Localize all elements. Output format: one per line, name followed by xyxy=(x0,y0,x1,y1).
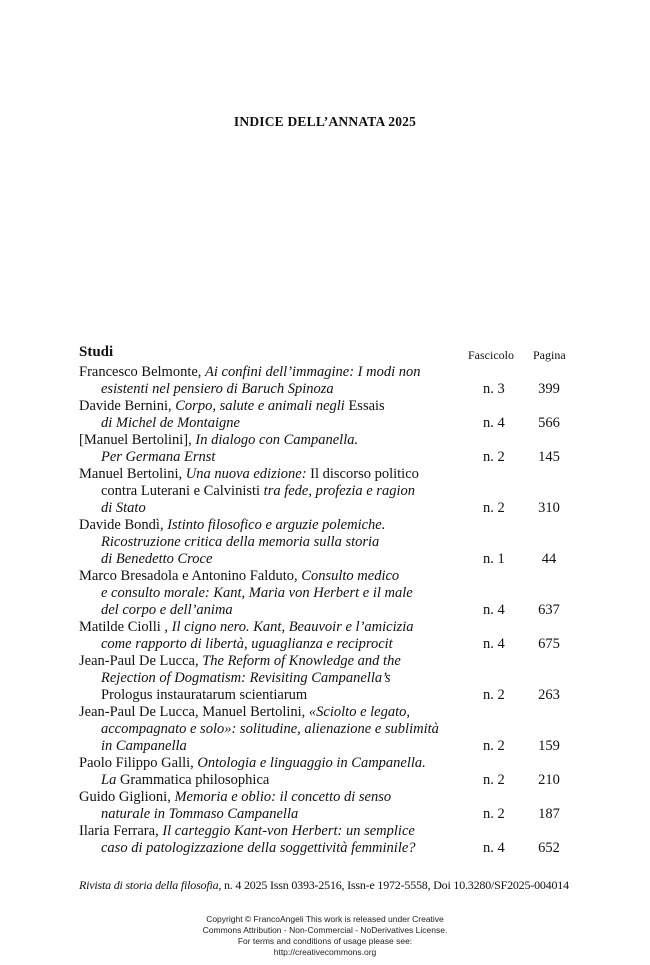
page-number: 675 xyxy=(538,636,560,652)
entry-line xyxy=(79,449,584,466)
text-segment: Jean-Paul De Lucca, Manuel Bertolini, xyxy=(79,704,309,720)
column-header-pagina: Pagina xyxy=(533,348,566,362)
text-segment: Essais xyxy=(348,398,385,414)
journal-citation xyxy=(79,878,569,893)
entry-line xyxy=(79,602,584,619)
text-segment: Una nuova edizione: xyxy=(185,466,311,482)
page-number: 145 xyxy=(538,449,560,465)
page-number: 652 xyxy=(538,840,560,856)
fascicolo-number: n. 2 xyxy=(483,806,505,822)
entry-line xyxy=(79,619,584,636)
entry-line xyxy=(79,704,584,721)
toc-entry xyxy=(79,789,584,823)
page-title: INDICE DELL’ANNATA 2025 xyxy=(233,114,417,129)
entry-line xyxy=(79,500,584,517)
text-segment: Rejection of Dogmatism: Revisiting Campanella’s xyxy=(101,670,391,686)
text-segment: Ai confini dell’immagine: I modi non xyxy=(205,364,421,380)
text-segment: , n. 4 2025 Issn 0393-2516, Issn-e 1972-5558, Doi 10.3280/SF2025-004014 xyxy=(218,878,569,892)
text-segment: Ontologia e linguaggio in Campanella. xyxy=(197,755,426,771)
text-segment: Corpo, salute e animali negli xyxy=(175,398,349,414)
page-number: 566 xyxy=(538,415,560,431)
toc-entry xyxy=(79,432,584,466)
fascicolo-number: n. 2 xyxy=(483,772,505,788)
entry-line xyxy=(79,381,584,398)
text-segment: Marco Bresadola e Antonino Falduto, xyxy=(79,568,302,584)
entry-line xyxy=(79,670,584,687)
text-segment: Jean-Paul De Lucca, xyxy=(79,653,203,669)
text-segment: La xyxy=(101,772,120,788)
fascicolo-number: n. 2 xyxy=(483,687,505,703)
text-segment: di Benedetto Croce xyxy=(101,551,213,567)
text-segment: caso di patologizzazione della soggettività femminile? xyxy=(101,840,416,856)
text-segment: Istinto filosofico e arguzie polemiche. xyxy=(167,517,386,533)
fascicolo-number: n. 4 xyxy=(483,636,505,652)
text-segment: The Reform of Knowledge and the xyxy=(202,653,401,669)
page-number: 263 xyxy=(538,687,560,703)
text-segment: in Campanella xyxy=(101,738,187,754)
text-segment: Per Germana Ernst xyxy=(101,449,216,465)
text-segment: Ilaria Ferrara, xyxy=(79,823,163,839)
copyright-line: Copyright © FrancoAngeli This work is released under Creative xyxy=(206,914,444,924)
text-segment: esistenti nel pensiero di Baruch Spinoza xyxy=(101,381,334,397)
text-segment: Prologus instauratarum scientiarum xyxy=(101,687,308,703)
text-segment: In dialogo con Campanella. xyxy=(195,432,359,448)
page-number: 44 xyxy=(541,551,557,567)
entry-line xyxy=(79,415,584,432)
toc-entry xyxy=(79,568,584,619)
text-segment: Manuel Bertolini, xyxy=(79,466,186,482)
column-header-fascicolo: Fascicolo xyxy=(468,348,514,362)
text-segment: come rapporto di libertà, uguaglianza e reciprocit xyxy=(101,636,393,652)
toc-entry xyxy=(79,755,584,789)
entry-line xyxy=(79,568,584,585)
toc-entry xyxy=(79,823,584,857)
text-segment: contra Luterani e Calvinisti xyxy=(101,483,264,499)
entry-line xyxy=(79,585,584,602)
text-segment: tra fede, profezia e ragion xyxy=(263,483,415,499)
page-number: 637 xyxy=(538,602,560,618)
text-segment: del corpo e dell’anima xyxy=(101,602,233,618)
fascicolo-number: n. 2 xyxy=(483,500,505,516)
text-segment: Francesco Belmonte, xyxy=(79,364,206,380)
text-segment: Paolo Filippo Galli, xyxy=(79,755,198,771)
toc-entry xyxy=(79,364,584,398)
toc-entry xyxy=(79,398,584,432)
page-number: 210 xyxy=(538,772,560,788)
fascicolo-number: n. 4 xyxy=(483,415,505,431)
text-segment: di Michel de Montaigne xyxy=(101,415,240,431)
entry-line xyxy=(79,551,584,568)
text-segment: [Manuel Bertolini], xyxy=(79,432,196,448)
toc-entry xyxy=(79,466,584,517)
entry-line xyxy=(79,398,584,415)
entry-line xyxy=(79,755,584,772)
section-heading: Studi xyxy=(79,344,114,360)
text-segment: Grammatica philosophica xyxy=(119,772,270,788)
copyright-line: Commons Attribution - Non-Commercial - NoDerivatives License. xyxy=(202,925,448,935)
fascicolo-number: n. 2 xyxy=(483,449,505,465)
entry-line xyxy=(79,483,584,500)
fascicolo-number: n. 3 xyxy=(483,381,505,397)
entry-line xyxy=(79,466,584,483)
text-segment: Il discorso politico xyxy=(310,466,419,482)
copyright-line: http://creativecommons.org xyxy=(273,947,377,957)
text-segment: Consulto medico xyxy=(301,568,400,584)
page-number: 187 xyxy=(538,806,560,822)
entry-line xyxy=(79,687,584,704)
toc-entry xyxy=(79,517,584,568)
text-segment: e consulto morale: Kant, Maria von Herbert e il male xyxy=(101,585,413,601)
table-of-contents xyxy=(79,344,584,857)
text-segment: naturale in Tommaso Campanella xyxy=(101,806,299,822)
fascicolo-number: n. 4 xyxy=(483,840,505,856)
fascicolo-number: n. 1 xyxy=(483,551,505,567)
text-segment: Il carteggio Kant-von Herbert: un semplice xyxy=(162,823,415,839)
toc-header xyxy=(79,344,584,364)
fascicolo-number: n. 4 xyxy=(483,602,505,618)
entry-line xyxy=(79,840,584,857)
copyright-notice xyxy=(0,914,650,958)
text-segment: Matilde Ciolli , xyxy=(79,619,172,635)
copyright-line: For terms and conditions of usage please see: xyxy=(237,936,413,946)
toc-entries xyxy=(79,364,584,857)
text-segment: Ricostruzione critica della memoria sulla storia xyxy=(101,534,380,550)
text-segment: Davide Bernini, xyxy=(79,398,176,414)
entry-line xyxy=(79,534,584,551)
entry-line xyxy=(79,721,584,738)
entry-line xyxy=(79,432,584,449)
text-segment: «Sciolto e legato, xyxy=(308,704,410,720)
entry-line xyxy=(79,738,584,755)
text-segment: di Stato xyxy=(101,500,146,516)
toc-entry xyxy=(79,653,584,704)
toc-entry xyxy=(79,704,584,755)
text-segment: Rivista di storia della filosofia xyxy=(79,878,219,892)
toc-entry xyxy=(79,619,584,653)
entry-line xyxy=(79,789,584,806)
entry-line xyxy=(79,823,584,840)
entry-line xyxy=(79,517,584,534)
text-segment: Davide Bondì, xyxy=(79,517,168,533)
text-segment: Memoria e oblio: il concetto di senso xyxy=(174,789,392,805)
entry-line xyxy=(79,636,584,653)
fascicolo-number: n. 2 xyxy=(483,738,505,754)
entry-line xyxy=(79,364,584,381)
page-number: 399 xyxy=(538,381,560,397)
entry-line xyxy=(79,653,584,670)
text-segment: Guido Giglioni, xyxy=(79,789,175,805)
page-number: 310 xyxy=(538,500,560,516)
text-segment: Il cigno nero. Kant, Beauvoir e l’amicizia xyxy=(171,619,414,635)
entry-line xyxy=(79,806,584,823)
entry-line xyxy=(79,772,584,789)
text-segment: accompagnato e solo»: solitudine, alienazione e sublimità xyxy=(101,721,439,737)
page-number: 159 xyxy=(538,738,560,754)
